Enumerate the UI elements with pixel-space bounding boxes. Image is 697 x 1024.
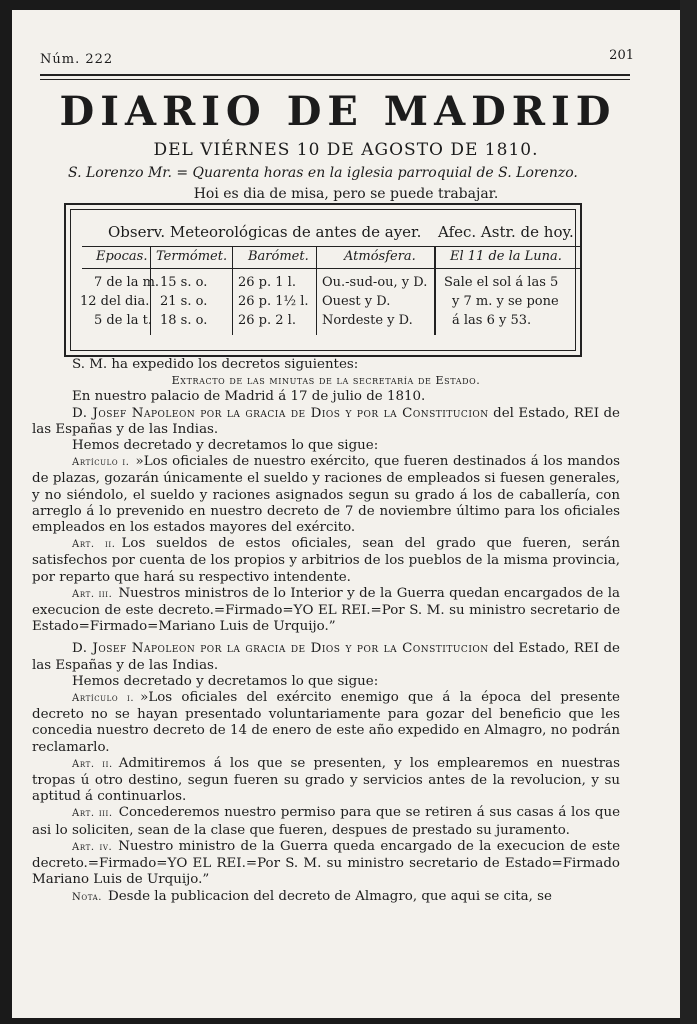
- row3-atmosfera: Nordeste y D.: [322, 313, 413, 328]
- col-head-luna: El 11 de la Luna.: [450, 249, 562, 264]
- decree2-article-1: [32, 690, 620, 756]
- col-head-epocas: Epocas.: [96, 249, 148, 264]
- royal-title: D. Josef Napoleon por la gracia de Dios y por la Constitucion: [72, 641, 489, 657]
- article-body: [32, 357, 620, 906]
- masthead-rule-thick: [40, 74, 630, 76]
- row2-barometro: 26 p. 1½ l.: [238, 294, 309, 309]
- row2-termometro: 21 s. o.: [160, 294, 208, 309]
- col-head-termometro: Termómet.: [156, 249, 228, 264]
- intro-line: S. M. ha expedido los decretos siguientes:: [72, 357, 359, 372]
- article-text: »Los oficiales del exército enemigo que á la época del presente decreto no se hayan presentado voluntariamente para gozar del beneficio que les concedia nuestro decreto de 14 de enero de este año expedido en Almagro, no podrán reclamarlo.: [32, 690, 620, 755]
- article-text: Los sueldos de estos oficiales, sean del grado que fueren, serán satisfechos por cuenta de los propios y arbitrios de los pueblos de la misma provincia, por reparto que hará su respectivo intendente.: [32, 536, 620, 585]
- row3-termometro: 18 s. o.: [160, 313, 208, 328]
- row2-epoca: 12 del dia.: [80, 294, 150, 309]
- decree2-article-4: [32, 839, 620, 889]
- newspaper-title: DIARIO DE MADRID: [59, 88, 617, 135]
- article-label: Art. iii.: [72, 808, 113, 820]
- issue-number: Núm. 222: [40, 52, 114, 67]
- decree1-preamble: [32, 406, 620, 438]
- nota-paragraph: [32, 889, 620, 906]
- palace-date: En nuestro palacio de Madrid á 17 de julio de 1810.: [72, 389, 426, 405]
- decree1-article-1: [32, 454, 620, 536]
- royal-title-rest: del Estado, REI de las Españas y de las Indias.: [32, 641, 620, 673]
- mass-note: Hoi es dia de misa, pero se puede trabajar.: [193, 186, 499, 202]
- col-head-barometro: Barómet.: [248, 249, 309, 264]
- article-text: »Los oficiales de nuestro exército, que fueren destinados á los mandos de plazas, gozarán únicamente el sueldo y raciones de empleados si fuesen generales, y no siéndolo, el sueldo y raciones asignados segun su grado á los de caballería, con arreglo á lo prevenido en nuestro decreto de 7 de noviembre último para los oficiales empleados en los estados mayores del exército.: [32, 454, 621, 536]
- weather-rule-top: [82, 246, 582, 247]
- weather-observations-title: Observ. Meteorológicas de antes de ayer.: [108, 223, 422, 241]
- article-text: Admitiremos á los que se presenten, y los emplearemos en nuestras tropas ú otro destino, segun fueren su grado y servicios antes de la revolucion, y su aptitud á continuarlos.: [32, 755, 621, 805]
- article-text: Nuestro ministro de la Guerra queda encargado de la execucion de este decreto.=Firmado=YO EL REI.=Por S. M. su ministro secretario de Estado=Firmado Mariano Luis de Urquijo.”: [32, 838, 620, 888]
- royal-title-rest: del Estado, REI de las Españas y de las Indias.: [32, 405, 620, 437]
- row1-termometro: 15 s. o.: [160, 275, 208, 290]
- weather-table: [64, 203, 582, 357]
- decree2-article-3: [32, 805, 620, 838]
- saint-of-day: S. Lorenzo Mr. = Quarenta horas en la iglesia parroquial de S. Lorenzo.: [68, 165, 578, 181]
- astro-line-3: á las 6 y 53.: [452, 313, 532, 328]
- masthead-rule-thin: [40, 79, 630, 80]
- newspaper-page: [12, 10, 680, 1018]
- weather-rule-header: [82, 268, 582, 269]
- issue-date: DEL VIÉRNES 10 DE AGOSTO DE 1810.: [153, 140, 539, 160]
- article-label: Art. ii.: [72, 539, 116, 551]
- row3-barometro: 26 p. 2 l.: [238, 313, 296, 328]
- decree2-article-2: [32, 756, 620, 806]
- decree1-article-3: [32, 586, 620, 636]
- weather-col-divider: [434, 247, 436, 335]
- weather-col-divider: [316, 247, 317, 335]
- decree1-formula: Hemos decretado y decretamos lo que sigue:: [72, 438, 379, 454]
- row3-epoca: 5 de la t.: [94, 313, 152, 328]
- masthead-top: [40, 48, 634, 68]
- row2-atmosfera: Ouest y D.: [322, 294, 391, 309]
- astro-line-2: y 7 m. y se pone: [452, 294, 559, 309]
- article-label: Art. ii.: [72, 758, 113, 770]
- article-text: Concederemos nuestro permiso para que se retiren á sus casas á los que asi lo soliciten, sean de la clase que fueren, despues de prestado su juramento.: [32, 805, 621, 838]
- row1-atmosfera: Ou.-sud-ou, y D.: [322, 275, 428, 290]
- nota-label: Nota.: [72, 891, 103, 903]
- article-label: Art. iii.: [72, 588, 113, 600]
- decree1-article-2: [32, 536, 620, 586]
- decree2-formula: Hemos decretado y decretamos lo que sigue:: [72, 673, 379, 689]
- decree2-preamble: [32, 641, 620, 673]
- weather-col-divider: [232, 247, 233, 335]
- article-label: Artículo i.: [72, 693, 135, 705]
- royal-title: D. Josef Napoleon por la gracia de Dios y por la Constitucion: [72, 405, 489, 421]
- extract-heading: Extracto de las minutas de la secretaría de Estado.: [171, 374, 481, 388]
- col-head-atmosfera: Atmósfera.: [344, 249, 416, 264]
- page-edge-shadow: [680, 0, 697, 1024]
- article-text: Nuestros ministros de lo Interior y de la Guerra quedan encargados de la execucion de este decreto.=Firmado=YO EL REI.=Por S. M. su ministro secretario de Estado=Firmado=Mariano Luis de Urquijo.”: [32, 585, 620, 635]
- astronomy-title: Afec. Astr. de hoy.: [438, 223, 574, 241]
- page-number: 201: [609, 48, 634, 63]
- article-label: Artículo i.: [72, 457, 130, 469]
- astro-line-1: Sale el sol á las 5: [444, 275, 559, 290]
- article-label: Art. iv.: [72, 841, 113, 853]
- row1-epoca: 7 de la m.: [94, 275, 160, 290]
- row1-barometro: 26 p. 1 l.: [238, 275, 296, 290]
- nota-text: Desde la publicacion del decreto de Almagro, que aqui se cita, se: [108, 888, 552, 904]
